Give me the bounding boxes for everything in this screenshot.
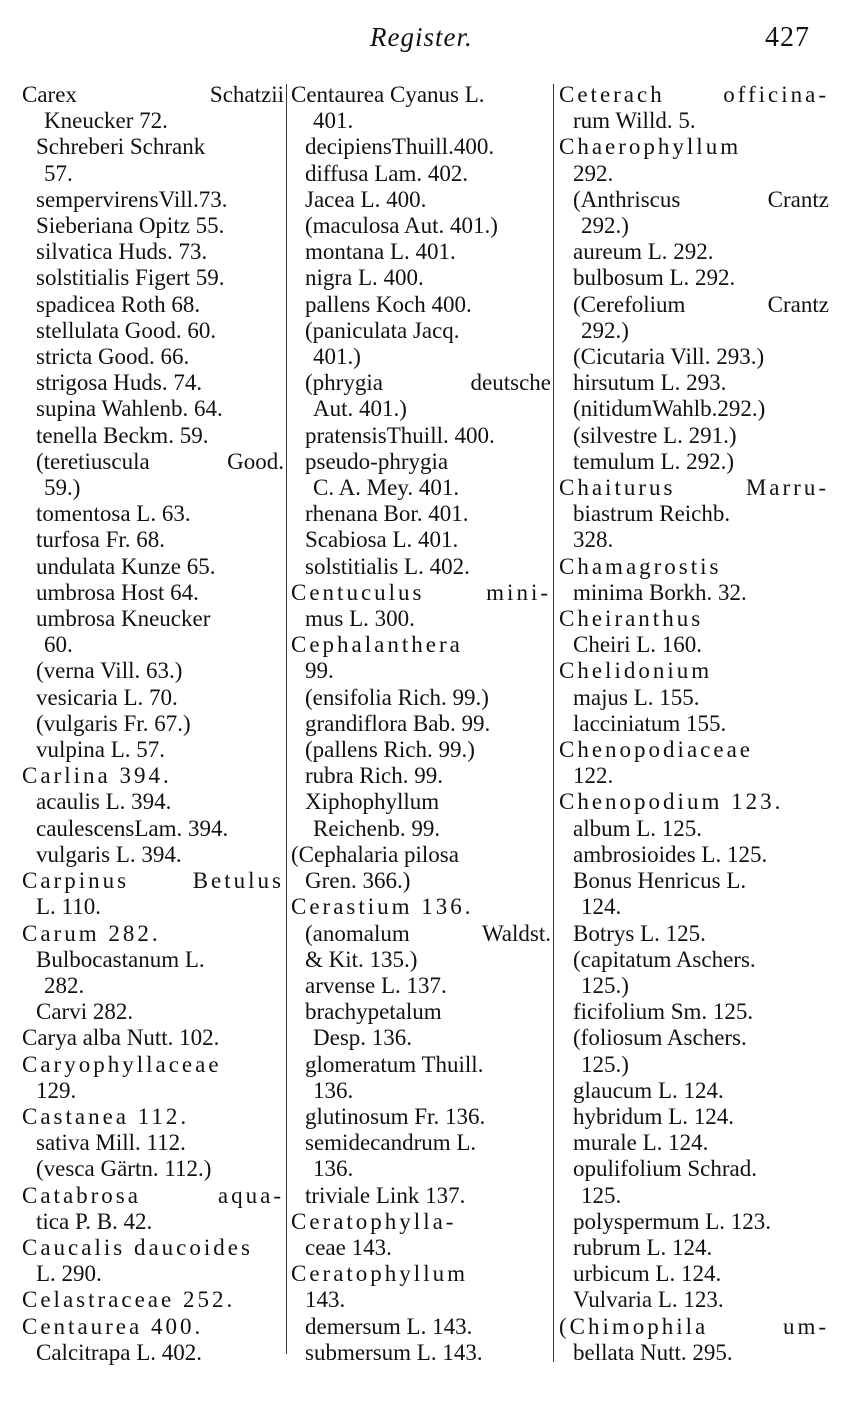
index-entry-line: 57.	[44, 160, 73, 186]
index-entry-line: (maculosa Aut. 401.)	[305, 213, 498, 239]
index-entry-line: Aut. 401.)	[313, 396, 407, 422]
index-entry-line: murale L. 124.	[573, 1130, 709, 1156]
index-entry-line: Calcitrapa L. 402.	[36, 1339, 203, 1365]
index-entry-line: album L. 125.	[573, 815, 703, 841]
index-entry-line: Ceterach officina-	[559, 82, 829, 107]
index-entry-line: rum Willd. 5.	[573, 108, 696, 134]
index-entry-line: Carvi 282.	[36, 999, 134, 1025]
index-entry-line: Desp. 136.	[313, 1025, 413, 1051]
index-entry-line: Xiphophyllum	[305, 789, 440, 815]
index-entry-line: vulpina L. 57.	[36, 737, 166, 763]
index-entry-line: caulescensLam. 394.	[36, 815, 229, 841]
index-entry-line: brachypetalum	[305, 999, 442, 1025]
index-entry-line: 125.	[581, 1182, 622, 1208]
index-entry-line: Carya alba Nutt. 102.	[22, 1025, 220, 1051]
index-entry-line: tenella Beckm. 59.	[36, 422, 209, 448]
index-column-1	[22, 82, 284, 1366]
index-entry-line: (pallens Rich. 99.)	[305, 737, 475, 763]
index-entry-line: Chenopodiaceae	[559, 737, 753, 763]
index-entry-line: bulbosum L. 292.	[573, 265, 736, 291]
index-entry-line: demersum L. 143.	[305, 1313, 473, 1339]
index-entry-line: submersum L. 143.	[305, 1339, 483, 1365]
index-entry-line: glutinosum Fr. 136.	[305, 1103, 486, 1129]
index-entry-line: 136.	[313, 1077, 354, 1103]
index-entry-line: vulgaris L. 394.	[36, 841, 182, 867]
index-entry-line: pseudo-phrygia	[305, 448, 449, 474]
page-number: 427	[765, 22, 810, 53]
index-entry-line: (nitidumWahlb.292.)	[573, 396, 766, 422]
index-entry-line: pallens Koch 400.	[305, 291, 472, 317]
index-entry-line: (verna Vill. 63.)	[36, 658, 183, 684]
index-entry-line: 129.	[36, 1077, 77, 1103]
index-entry-line: Chelidonium	[559, 658, 713, 684]
index-entry-line: urbicum L. 124.	[573, 1261, 722, 1287]
index-entry-line: (Anthriscus Crantz	[573, 186, 829, 212]
index-entry-line: Carpinus Betulus	[22, 868, 284, 894]
index-entry-line: Centaurea 400.	[22, 1313, 204, 1339]
index-entry-line: sativa Mill. 112.	[36, 1130, 186, 1156]
index-entry-line: Chaiturus Marru-	[559, 475, 829, 501]
index-entry-line: Carex Schatzii	[22, 82, 284, 107]
index-entry-line: (foliosum Aschers.	[573, 1025, 747, 1051]
index-entry-line: diffusa Lam. 402.	[305, 160, 469, 186]
index-entry-line: stellulata Good. 60.	[36, 317, 217, 343]
index-entry-line: solstitialis L. 402.	[305, 553, 470, 579]
index-entry-line: 122.	[573, 763, 614, 789]
index-entry-line: 292.)	[581, 213, 629, 239]
index-entry-line: (paniculata Jacq.	[305, 317, 460, 343]
index-entry-line: vesicaria L. 70.	[36, 684, 178, 710]
index-entry-line: Schreberi Schrank	[36, 134, 206, 160]
index-entry-line: Caryophyllaceae	[22, 1051, 222, 1077]
index-entry-line: (Chimophila um-	[559, 1313, 829, 1339]
index-entry-line: 99.	[305, 658, 334, 684]
index-entry-line: Sieberiana Opitz 55.	[36, 213, 225, 239]
index-entry-line: Chaerophyllum	[559, 134, 742, 160]
index-entry-line: Carum 282.	[22, 920, 161, 946]
index-entry-line: undulata Kunze 65.	[36, 553, 216, 579]
index-entry-line: & Kit. 135.)	[305, 946, 418, 972]
index-entry-line: 60.	[44, 632, 73, 658]
index-entry-line: (phrygia deutsche	[305, 370, 551, 396]
index-entry-line: Cheiri L. 160.	[573, 632, 703, 658]
index-entry-line: 328.	[573, 527, 614, 553]
index-entry-line: Ceratophyllum	[291, 1261, 468, 1287]
index-entry-line: Jacea L. 400.	[305, 186, 427, 212]
index-entry-line: (teretiuscula Good.	[36, 448, 284, 474]
index-entry-line: (anomalum Waldst.	[305, 920, 551, 946]
index-entry-line: Cheiranthus	[559, 606, 704, 632]
running-title: Register.	[370, 22, 473, 52]
index-entry-line: pratensisThuill. 400.	[305, 422, 495, 448]
index-entry-line: grandiflora Bab. 99.	[305, 710, 491, 736]
index-entry-line: solstitialis Figert 59.	[36, 265, 225, 291]
index-entry-line: aureum L. 292.	[573, 239, 714, 265]
index-entry-line: 292.)	[581, 317, 629, 343]
index-entry-line: decipiensThuill.400.	[305, 134, 495, 160]
index-entry-line: opulifolium Schrad.	[573, 1156, 757, 1182]
index-entry-line: Caucalis daucoides	[22, 1234, 253, 1260]
index-entry-line: (Cicutaria Vill. 293.)	[573, 344, 765, 370]
index-entry-line: (Cephalaria pilosa	[291, 841, 459, 867]
index-entry-line: ambrosioides L. 125.	[573, 841, 768, 867]
index-entry-line: Bulbocastanum L.	[36, 946, 205, 972]
index-entry-line: sempervirensVill.73.	[36, 186, 228, 212]
index-entry-line: tica P. B. 42.	[36, 1208, 153, 1234]
index-entry-line: (silvestre L. 291.)	[573, 422, 737, 448]
index-entry-line: temulum L. 292.)	[573, 448, 734, 474]
index-entry-line: arvense L. 137.	[305, 972, 447, 998]
index-entry-line: nigra L. 400.	[305, 265, 424, 291]
index-entry-line: Vulvaria L. 123.	[573, 1287, 724, 1313]
index-entry-line: Reichenb. 99.	[313, 815, 441, 841]
index-entry-line: tomentosa L. 63.	[36, 501, 191, 527]
index-entry-line: (capitatum Aschers.	[573, 946, 756, 972]
page-header	[0, 20, 850, 60]
index-entry-line: Carlina 394.	[22, 763, 172, 789]
index-entry-line: Chamagrostis	[559, 553, 722, 579]
index-entry-line: triviale Link 137.	[305, 1182, 466, 1208]
column-divider	[286, 84, 287, 1354]
index-entry-line: (vulgaris Fr. 67.)	[36, 710, 191, 736]
index-entry-line: umbrosa Kneucker	[36, 606, 211, 632]
index-entry-line: majus L. 155.	[573, 684, 700, 710]
index-entry-line: hybridum L. 124.	[573, 1103, 734, 1129]
index-entry-line: ficifolium Sm. 125.	[573, 999, 754, 1025]
column-divider	[553, 84, 554, 1362]
index-entry-line: glaucum L. 124.	[573, 1077, 724, 1103]
index-entry-line: C. A. Mey. 401.	[313, 475, 460, 501]
index-entry-line: Scabiosa L. 401.	[305, 527, 459, 553]
index-entry-line: lacciniatum 155.	[573, 710, 727, 736]
index-entry-line: Cephalanthera	[291, 632, 463, 658]
index-entry-line: rubra Rich. 99.	[305, 763, 443, 789]
index-entry-line: Chenopodium 123.	[559, 789, 784, 815]
index-entry-line: 124.	[581, 894, 622, 920]
index-entry-line: (Cerefolium Crantz	[573, 291, 829, 317]
index-entry-line: montana L. 401.	[305, 239, 456, 265]
index-entry-line: Celastraceae 252.	[22, 1287, 236, 1313]
index-entry-line: Gren. 366.)	[305, 868, 411, 894]
index-entry-line: 282.	[44, 972, 85, 998]
index-entry-line: L. 110.	[36, 894, 101, 920]
index-entry-line: biastrum Reichb.	[573, 501, 731, 527]
index-entry-line: mus L. 300.	[305, 606, 415, 632]
index-entry-line: Botrys L. 125.	[573, 920, 706, 946]
index-entry-line: Centuculus mini-	[291, 579, 551, 605]
index-entry-line: polyspermum L. 123.	[573, 1208, 772, 1234]
index-entry-line: (vesca Gärtn. 112.)	[36, 1156, 212, 1182]
index-entry-line: L. 290.	[36, 1261, 102, 1287]
index-entry-line: minima Borkh. 32.	[573, 579, 747, 605]
index-entry-line: 401.	[313, 108, 354, 134]
index-entry-line: Castanea 112.	[22, 1103, 190, 1129]
index-entry-line: (ensifolia Rich. 99.)	[305, 684, 489, 710]
index-entry-line: turfosa Fr. 68.	[36, 527, 166, 553]
index-entry-line: stricta Good. 66.	[36, 344, 190, 370]
index-entry-line: Bonus Henricus L.	[573, 868, 747, 894]
index-entry-line: 401.)	[313, 344, 361, 370]
index-entry-line: 143.	[305, 1287, 346, 1313]
index-column-3	[559, 82, 829, 1366]
index-entry-line: umbrosa Host 64.	[36, 579, 199, 605]
index-entry-line: Cerastium 136.	[291, 894, 474, 920]
index-entry-line: 136.	[313, 1156, 354, 1182]
index-entry-line: semidecandrum L.	[305, 1130, 477, 1156]
index-entry-line: supina Wahlenb. 64.	[36, 396, 223, 422]
index-entry-line: strigosa Huds. 74.	[36, 370, 203, 396]
index-entry-line: 125.)	[581, 972, 629, 998]
index-entry-line: Kneucker 72.	[44, 108, 168, 134]
index-entry-line: 125.)	[581, 1051, 629, 1077]
index-entry-line: 59.)	[44, 475, 81, 501]
index-entry-line: acaulis L. 394.	[36, 789, 172, 815]
index-entry-line: bellata Nutt. 295.	[573, 1339, 733, 1365]
index-entry-line: Ceratophylla-	[291, 1208, 457, 1234]
index-column-2	[291, 82, 551, 1366]
index-entry-line: 292.	[573, 160, 614, 186]
index-entry-line: glomeratum Thuill.	[305, 1051, 484, 1077]
index-entry-line: spadicea Roth 68.	[36, 291, 201, 317]
index-entry-line: Catabrosa aqua-	[22, 1182, 284, 1208]
index-entry-line: rhenana Bor. 401.	[305, 501, 469, 527]
index-entry-line: hirsutum L. 293.	[573, 370, 727, 396]
index-entry-line: rubrum L. 124.	[573, 1234, 713, 1260]
index-entry-line: ceae 143.	[305, 1234, 392, 1260]
index-entry-line: Centaurea Cyanus L.	[291, 82, 485, 107]
index-entry-line: silvatica Huds. 73.	[36, 239, 208, 265]
